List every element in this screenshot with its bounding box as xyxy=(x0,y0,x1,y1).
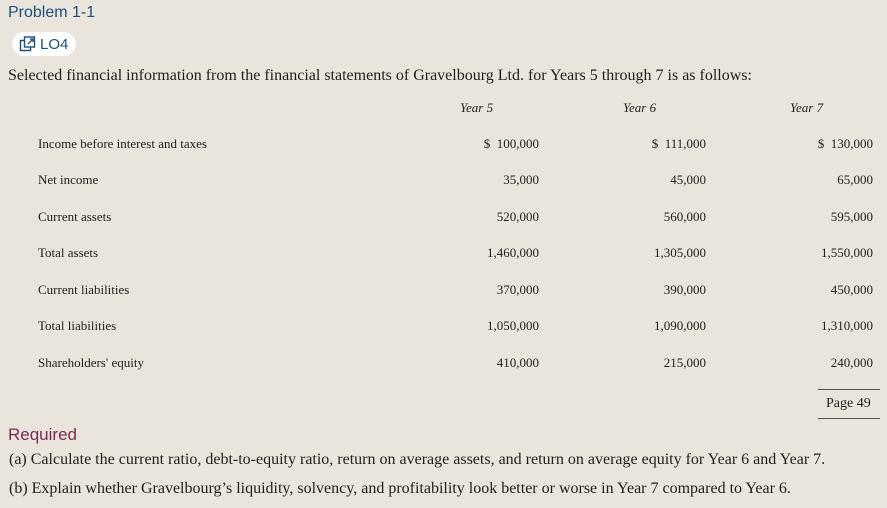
page-ref-rule-top xyxy=(818,389,880,390)
required-item-a: (a) Calculate the current ratio, debt-to-equity ratio, return on average assets, and return on average equity for Year 6 and Year 7. xyxy=(9,451,826,468)
cell-shareholders-equity-year6: 215,000 xyxy=(663,355,706,370)
cell-ebit-year7: $ 130,000 xyxy=(817,136,873,151)
page-reference: Page 49 xyxy=(826,396,871,411)
cell-current-liabilities-year5: 370,000 xyxy=(496,282,539,297)
column-header-year7: Year 7 xyxy=(790,100,824,115)
cell-total-liabilities-year6: 1,090,000 xyxy=(654,318,706,333)
cell-total-liabilities-year5: 1,050,000 xyxy=(487,318,539,333)
required-item-b: (b) Explain whether Gravelbourg’s liquidity, solvency, and profitability look better or worse in Year 7 compared to Year 6. xyxy=(9,480,791,497)
problem-title: Problem 1-1 xyxy=(8,4,96,21)
cell-net-income-year5: 35,000 xyxy=(503,172,539,187)
row-label-ebit: Income before interest and taxes xyxy=(38,136,207,151)
cell-current-liabilities-year7: 450,000 xyxy=(830,282,873,297)
column-header-year6: Year 6 xyxy=(623,100,657,115)
required-heading: Required xyxy=(8,425,77,444)
cell-total-assets-year5: 1,460,000 xyxy=(487,245,539,260)
page-ref-rule-bottom xyxy=(818,418,880,419)
column-header-year5: Year 5 xyxy=(460,100,494,115)
cell-net-income-year6: 45,000 xyxy=(670,172,706,187)
row-label-current-assets: Current assets xyxy=(38,209,112,224)
cell-ebit-year5: $ 100,000 xyxy=(483,136,539,151)
row-label-net-income: Net income xyxy=(38,172,99,187)
external-link-icon xyxy=(19,36,37,52)
cell-shareholders-equity-year5: 410,000 xyxy=(496,355,539,370)
row-label-shareholders-equity: Shareholders' equity xyxy=(38,355,144,370)
cell-current-liabilities-year6: 390,000 xyxy=(663,282,706,297)
cell-total-assets-year7: 1,550,000 xyxy=(821,245,873,260)
cell-total-liabilities-year7: 1,310,000 xyxy=(821,318,873,333)
cell-shareholders-equity-year7: 240,000 xyxy=(830,355,873,370)
cell-current-assets-year6: 560,000 xyxy=(663,209,706,224)
cell-net-income-year7: 65,000 xyxy=(837,172,873,187)
row-label-current-liabilities: Current liabilities xyxy=(38,282,130,297)
cell-ebit-year6: $ 111,000 xyxy=(651,136,706,151)
learning-objective-badge[interactable] xyxy=(12,32,76,56)
cell-current-assets-year7: 595,000 xyxy=(830,209,873,224)
problem-intro: Selected financial information from the financial statements of Gravelbourg Ltd. for Years 5 through 7 is as follows: xyxy=(8,67,752,84)
cell-current-assets-year5: 520,000 xyxy=(496,209,539,224)
row-label-total-assets: Total assets xyxy=(38,245,99,260)
row-label-total-liabilities: Total liabilities xyxy=(38,318,117,333)
lo-badge-label: LO4 xyxy=(40,35,69,53)
cell-total-assets-year6: 1,305,000 xyxy=(654,245,706,260)
